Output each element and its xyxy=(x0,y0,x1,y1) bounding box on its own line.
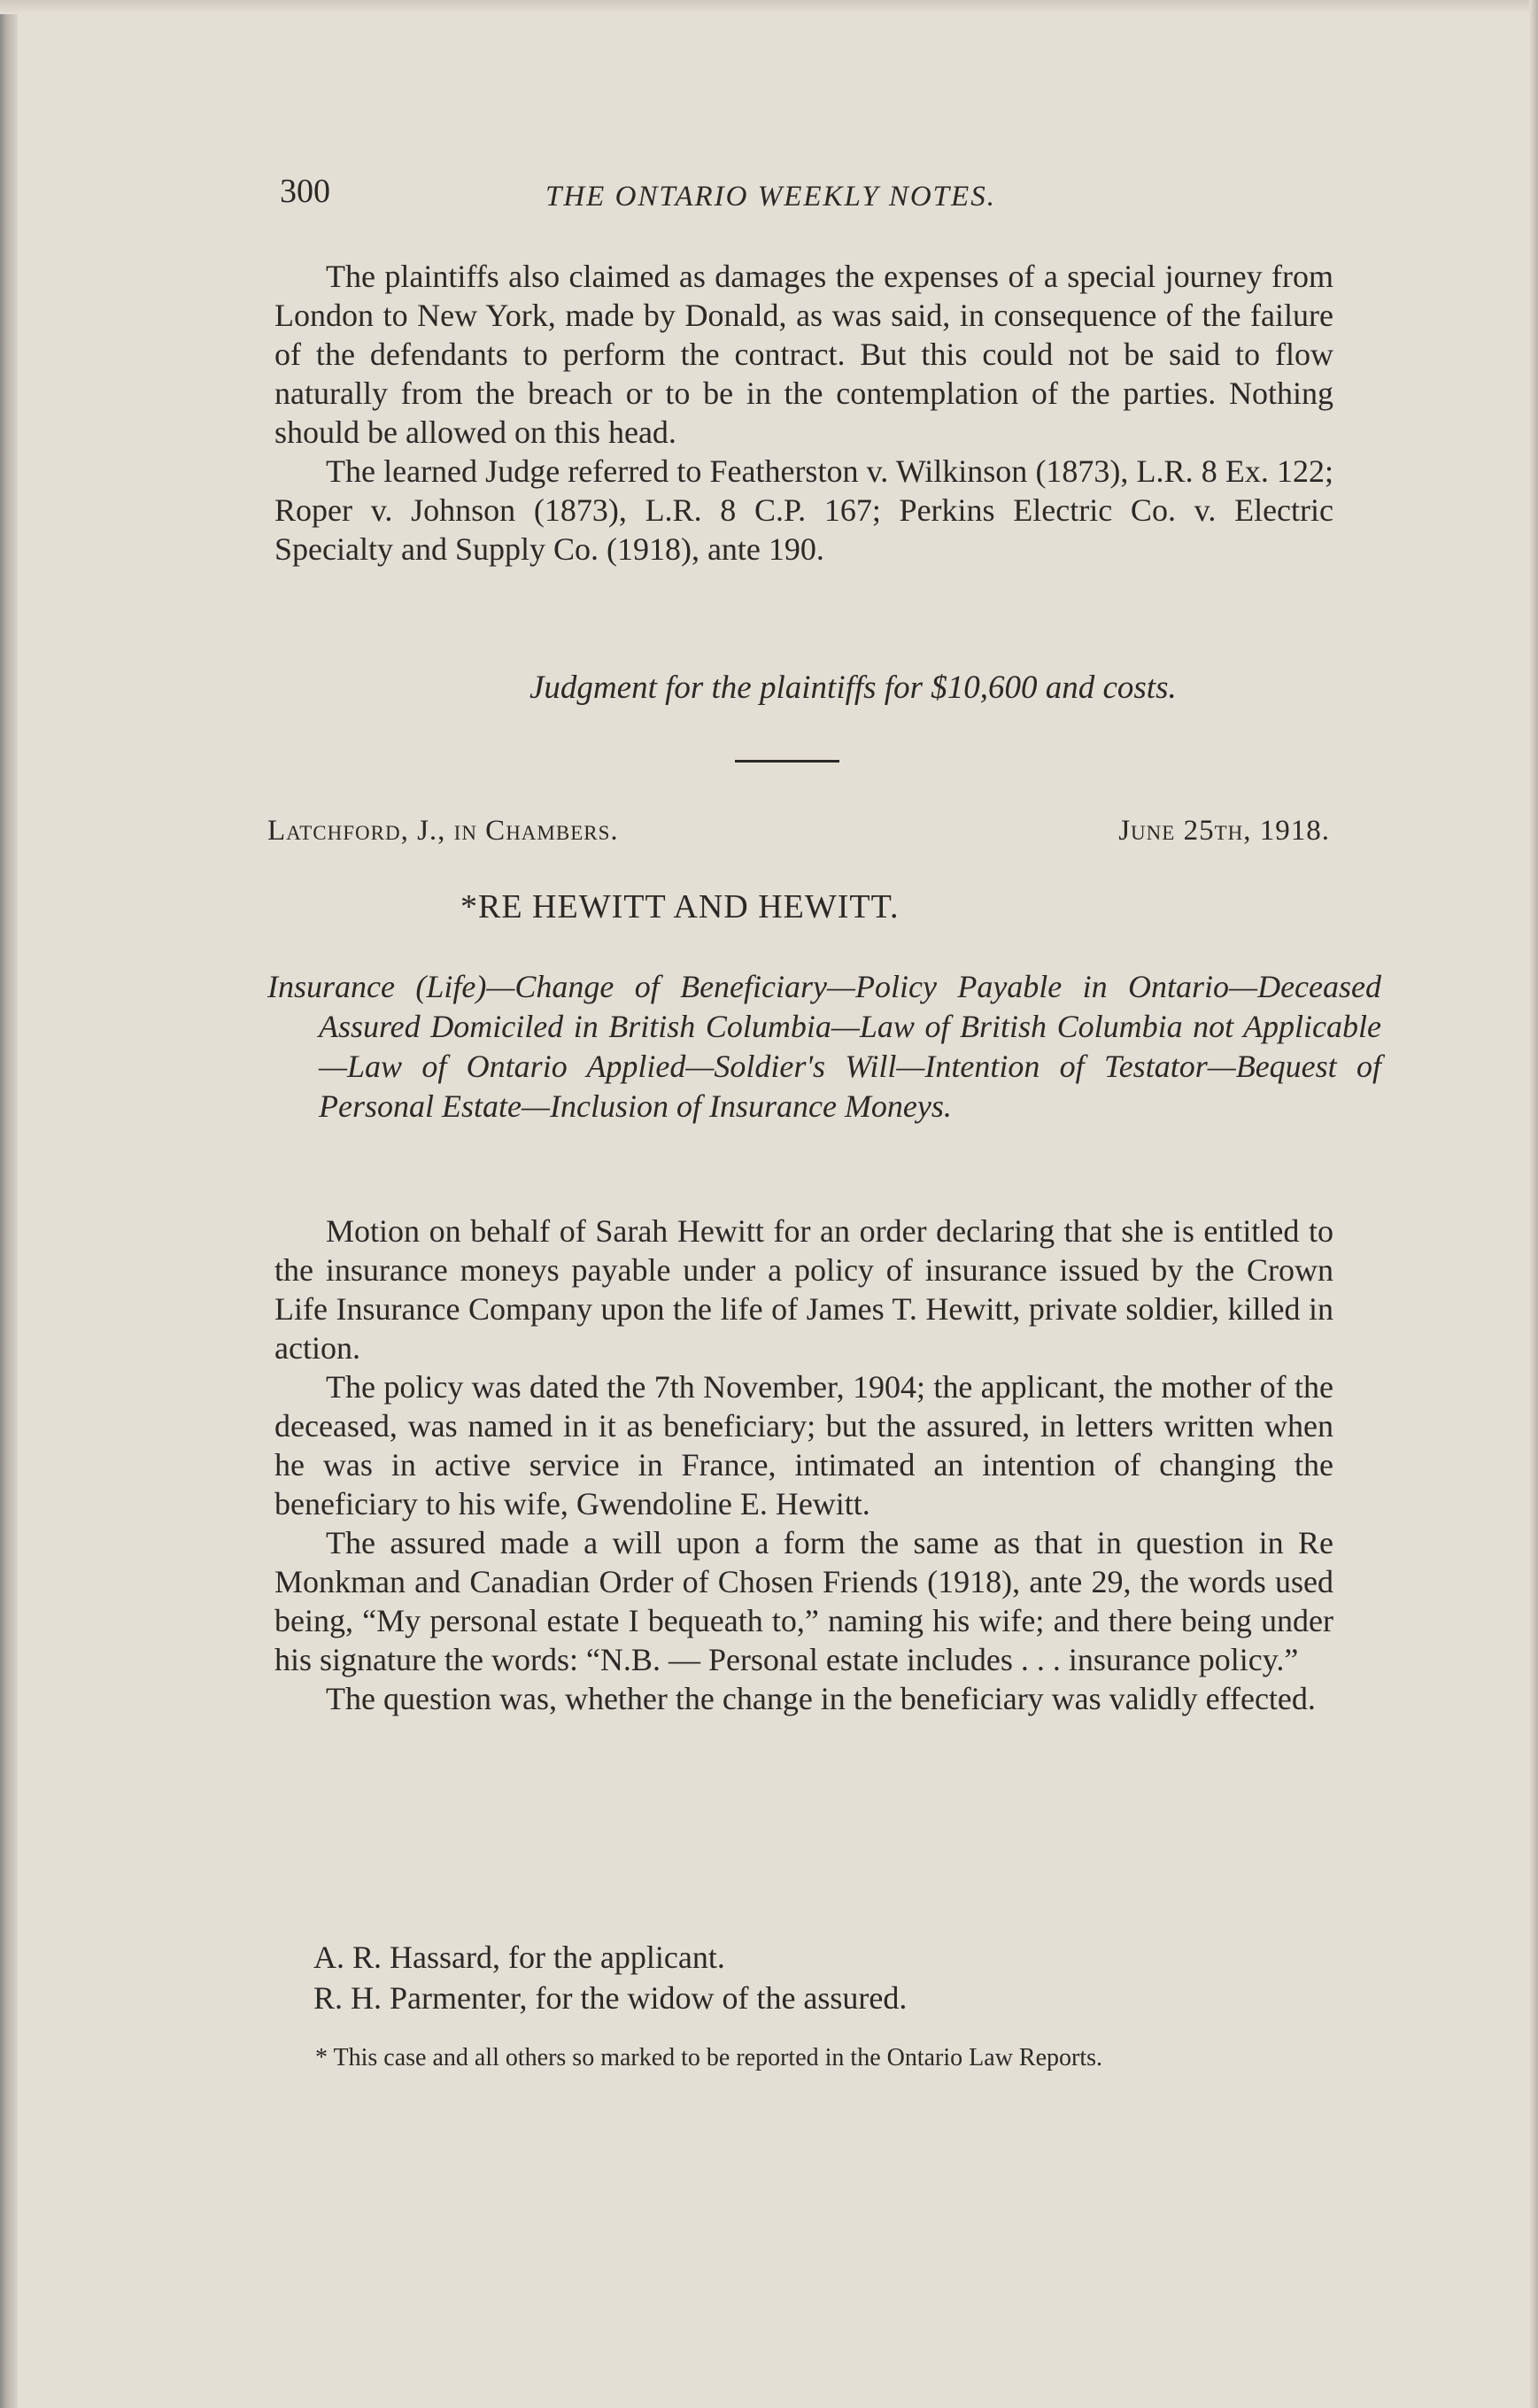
page-right-edge xyxy=(1529,0,1538,2408)
page-header xyxy=(280,168,1333,221)
judgment-line: Judgment for the plaintiffs for $10,600 and costs. xyxy=(529,670,1177,706)
paragraph-will: The assured made a will upon a form the same as that in question in Re Monkman and Canadian Order of Chosen Friends (1918), ante 29, the words used being, “My personal estate I bequeath to,” naming his wife; and there being under his signature the words: “N.B. — Personal estate includes . . . insurance policy.” xyxy=(274,1525,1333,1677)
counsel-widow: R. H. Parmenter, for the widow of the assured. xyxy=(313,1980,908,2016)
court-judge: Latchford, J., in Chambers. xyxy=(267,815,619,847)
second-case-body xyxy=(274,1212,1333,1718)
decision-date: June 25th, 1918. xyxy=(1118,815,1330,847)
paragraph-question: The question was, whether the change in the beneficiary was validly effected. xyxy=(326,1681,1316,1716)
paragraph-damages: The plaintiffs also claimed as damages the expenses of a special journey from London to New York, made by Donald, as was said, in consequence of the failure of the defendants to perform the contract. But this could not be said to flow naturally from the breach or to be in the contemplation of the parties. Nothing should be allowed on this head. xyxy=(274,259,1333,450)
paragraph-authorities: The learned Judge referred to Featherston v. Wilkinson (1873), L.R. 8 Ex. 122; Roper v. Johnson (1873), L.R. 8 C.P. 167; Perkins Electric Co. v. Electric Specialty and Supply Co. (1918), ante 190. xyxy=(274,453,1333,567)
page-binding-edge xyxy=(0,0,18,2408)
first-case-body xyxy=(274,257,1333,569)
footnote: * This case and all others so marked to be reported in the Ontario Law Reports. xyxy=(315,2044,1103,2071)
case-title: *RE HEWITT AND HEWITT. xyxy=(460,888,900,925)
counsel-applicant: A. R. Hassard, for the applicant. xyxy=(313,1940,725,1975)
running-title: THE ONTARIO WEEKLY NOTES. xyxy=(545,181,996,213)
section-divider xyxy=(735,760,839,763)
page-number: 300 xyxy=(280,173,330,210)
page-top-edge xyxy=(0,0,1538,14)
headnote: Insurance (Life)—Change of Beneficiary—Policy Payable in Ontario—Deceased Assured Domiciled in British Columbia—Law of British Columbia not Applicable—Law of Ontario Applied—Soldier's Will—Intention of Testator—Bequest of Personal Estate—Inclusion of Insurance Moneys. xyxy=(267,969,1381,1124)
paragraph-policy: The policy was dated the 7th November, 1904; the applicant, the mother of the deceased, was named in it as beneficiary; but the assured, in letters written when he was in active service in France, intimated an intention of changing the beneficiary to his wife, Gwendoline E. Hewitt. xyxy=(274,1369,1333,1521)
paragraph-motion: Motion on behalf of Sarah Hewitt for an order declaring that she is entitled to the insurance moneys payable under a policy of insurance issued by the Crown Life Insurance Company upon the life of James T. Hewitt, private soldier, killed in action. xyxy=(274,1213,1333,1366)
